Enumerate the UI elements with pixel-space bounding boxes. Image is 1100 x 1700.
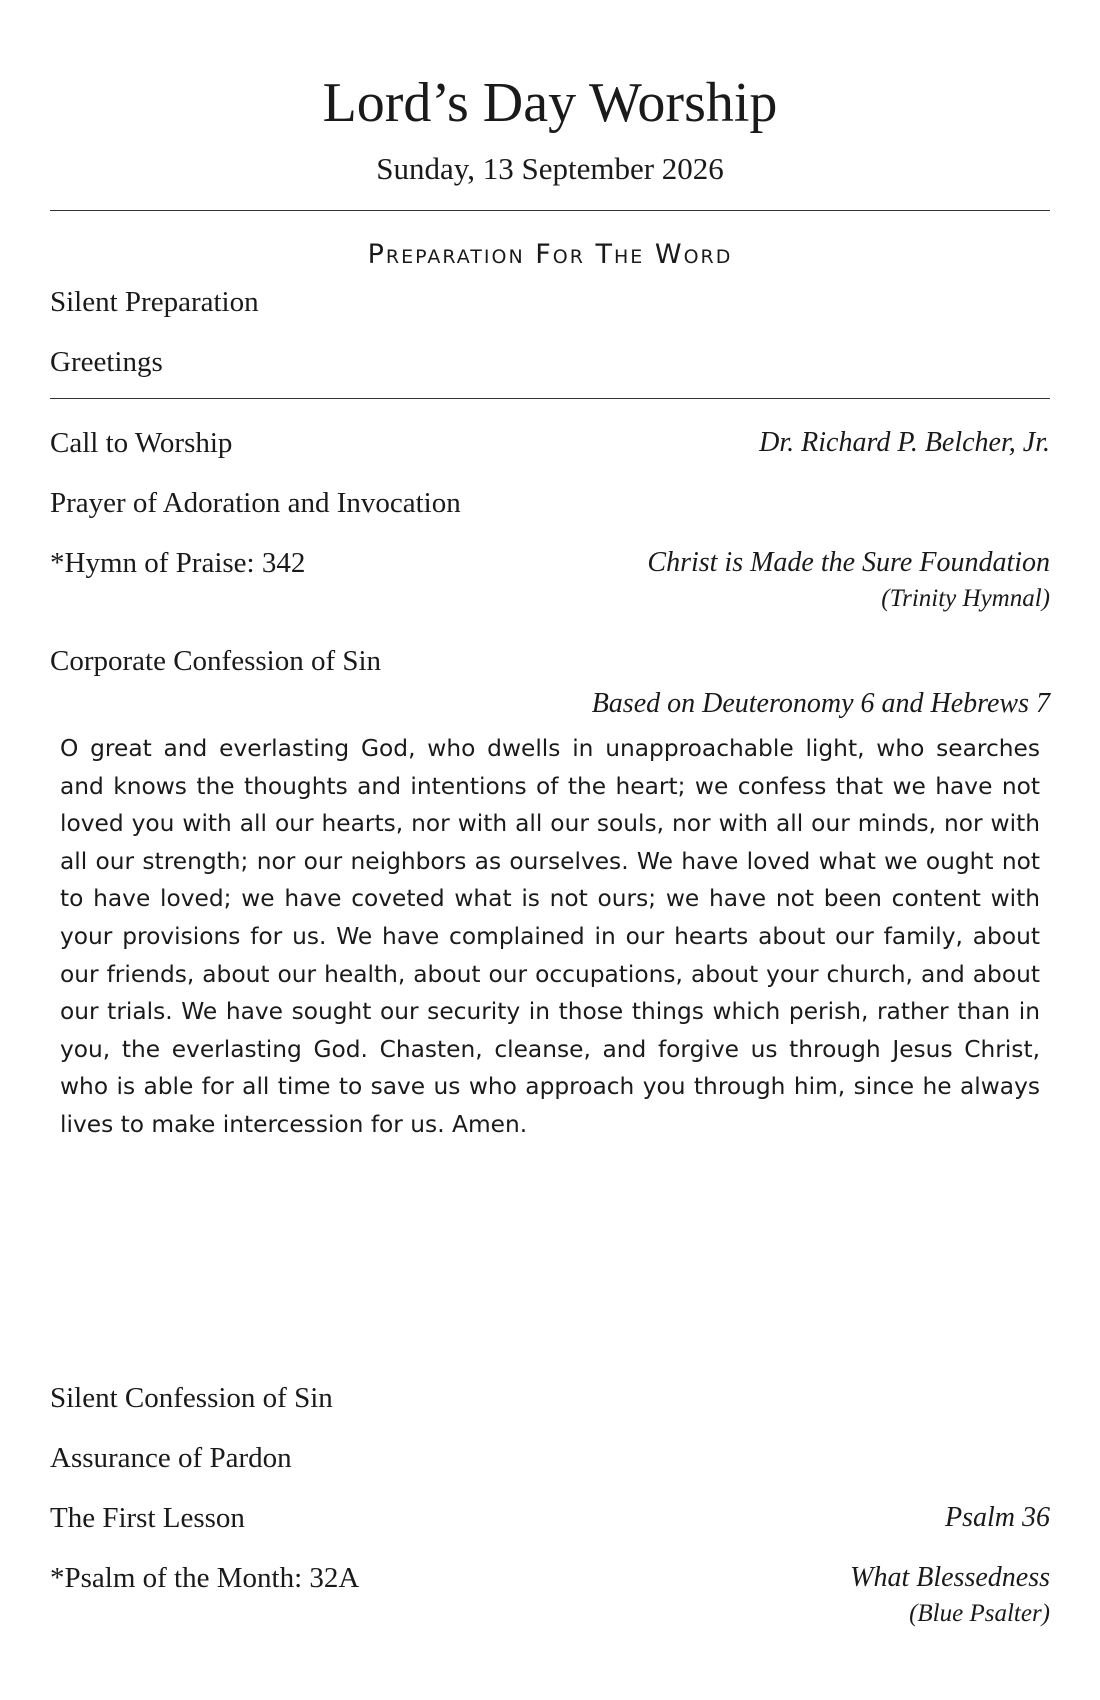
item-label: Prayer of Adoration and Invocation xyxy=(50,487,461,519)
item-label: Silent Preparation xyxy=(50,286,259,318)
item-silent-confession xyxy=(50,1380,1050,1420)
item-label: The First Lesson xyxy=(50,1502,245,1534)
confession-text: O great and everlasting God, who dwells in unapproachable light, who searches and knows the thoughts and intentions of the heart; we confess that we have not loved you with all our hearts, nor with all our souls, nor with all our minds, nor with all our strength; nor our neighbors as ourselves. We have loved what we ought not to have loved; we have coveted what is not ours; we have not been content with your provisions for us. We have complained in our hearts about our family, about our friends, about our health, about our occupations, about your church, and about our trials. We have sought our security in those things which perish, rather than in you, the everlasting God. Chasten, cleanse, and forgive us through Jesus Christ, who is able for all time to save us who approach you through him, since he always lives to make intercession for us. Amen. xyxy=(60,735,1040,1138)
item-label: Assurance of Pardon xyxy=(50,1442,292,1474)
page-title: Lord’s Day Worship xyxy=(322,72,778,134)
item-hymn-of-praise xyxy=(50,545,1050,625)
item-greetings xyxy=(50,344,1050,384)
lesson-reference: Psalm 36 xyxy=(945,1502,1050,1533)
item-label: *Hymn of Praise: 342 xyxy=(50,547,306,579)
item-label: Greetings xyxy=(50,346,163,378)
divider xyxy=(50,210,1050,211)
divider xyxy=(50,398,1050,399)
item-silent-preparation xyxy=(50,284,1050,324)
item-corporate-confession xyxy=(50,643,1050,683)
item-assurance-of-pardon xyxy=(50,1440,1050,1480)
hymn-title: Christ is Made the Sure Foundation xyxy=(647,547,1050,578)
section-heading: Preparation For The Word xyxy=(367,239,733,270)
leader-name: Dr. Richard P. Belcher, Jr. xyxy=(759,427,1050,458)
service-date: Sunday, 13 September 2026 xyxy=(376,151,724,186)
item-label: Silent Confession of Sin xyxy=(50,1382,333,1414)
hymn-source: (Trinity Hymnal) xyxy=(881,585,1050,612)
item-label: Call to Worship xyxy=(50,427,233,459)
item-call-to-worship xyxy=(50,425,1050,465)
item-label: *Psalm of the Month: 32A xyxy=(50,1562,360,1594)
confession-basis: Based on Deuteronomy 6 and Hebrews 7 xyxy=(591,688,1050,719)
item-first-lesson xyxy=(50,1500,1050,1540)
psalm-source: (Blue Psalter) xyxy=(909,1600,1050,1627)
item-label: Corporate Confession of Sin xyxy=(50,645,382,677)
item-prayer-of-adoration xyxy=(50,485,1050,525)
psalm-title: What Blessedness xyxy=(850,1562,1050,1593)
item-psalm-of-the-month xyxy=(50,1560,1050,1640)
